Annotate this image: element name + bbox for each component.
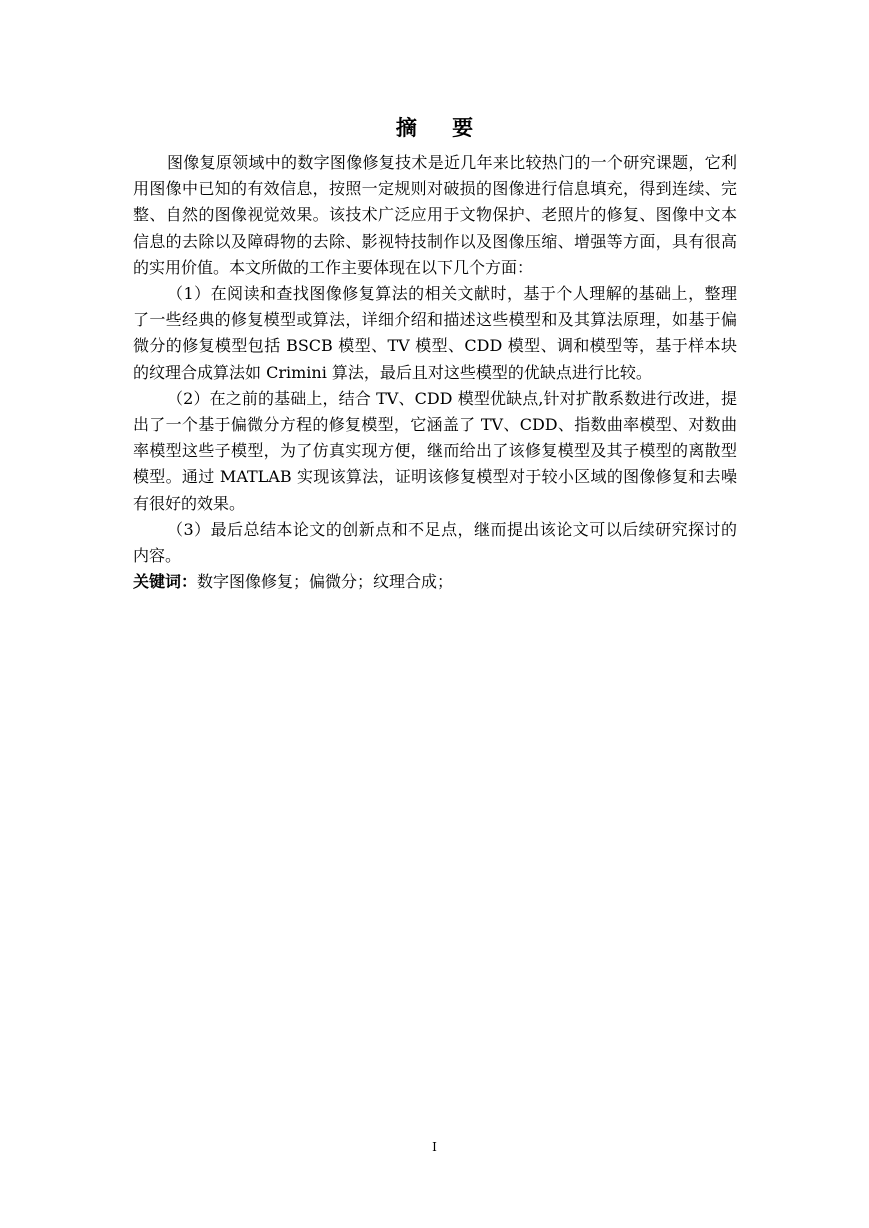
keywords-label: 关键词： (133, 572, 198, 592)
abstract-paragraph-1: 图像复原领域中的数字图像修复技术是近几年来比较热门的一个研究课题，它利用图像中已知的有效信息，按照一定规则对破损的图像进行信息填充，得到连续、完整、自然的图像视觉效果。该技术广泛应用于文物保护、老照片的修复、图像中文本信息的去除以及障碍物的去除、影视特技制作以及图像压缩、增强等方面，具有很高的实用价值。本文所做的工作主要体现在以下几个方面： (133, 153, 737, 277)
keywords-line (133, 569, 737, 595)
abstract-paragraph-2: （1）在阅读和查找图像修复算法的相关文献时，基于个人理解的基础上，整理了一些经典的修复模型或算法，详细介绍和描述这些模型和及其算法原理，如基于偏微分的修复模型包括 BSCB 模型、TV 模型、CDD 模型、调和模型等，基于样本块的纹理合成算法如 Crimini 算法，最后且对这些模型的优缺点进行比较。 (133, 284, 737, 382)
page-number: I (432, 1140, 437, 1154)
abstract-paragraph-3: （2）在之前的基础上，结合 TV、CDD 模型优缺点,针对扩散系数进行改进，提出了一个基于偏微分方程的修复模型，它涵盖了 TV、CDD、指数曲率模型、对数曲率模型这些子模型，为了仿真实现方便，继而给出了该修复模型及其子模型的离散型模型。通过 MATLAB 实现该算法，证明该修复模型对于较小区域的图像修复和去噪有很好的效果。 (133, 388, 737, 513)
page-title: 摘 要 (395, 116, 488, 140)
abstract-paragraph-4: （3）最后总结本论文的创新点和不足点，继而提出该论文可以后续研究探讨的内容。 (133, 519, 737, 566)
abstract-body (133, 150, 737, 595)
keywords-text: 数字图像修复；偏微分；纹理合成； (197, 572, 454, 592)
